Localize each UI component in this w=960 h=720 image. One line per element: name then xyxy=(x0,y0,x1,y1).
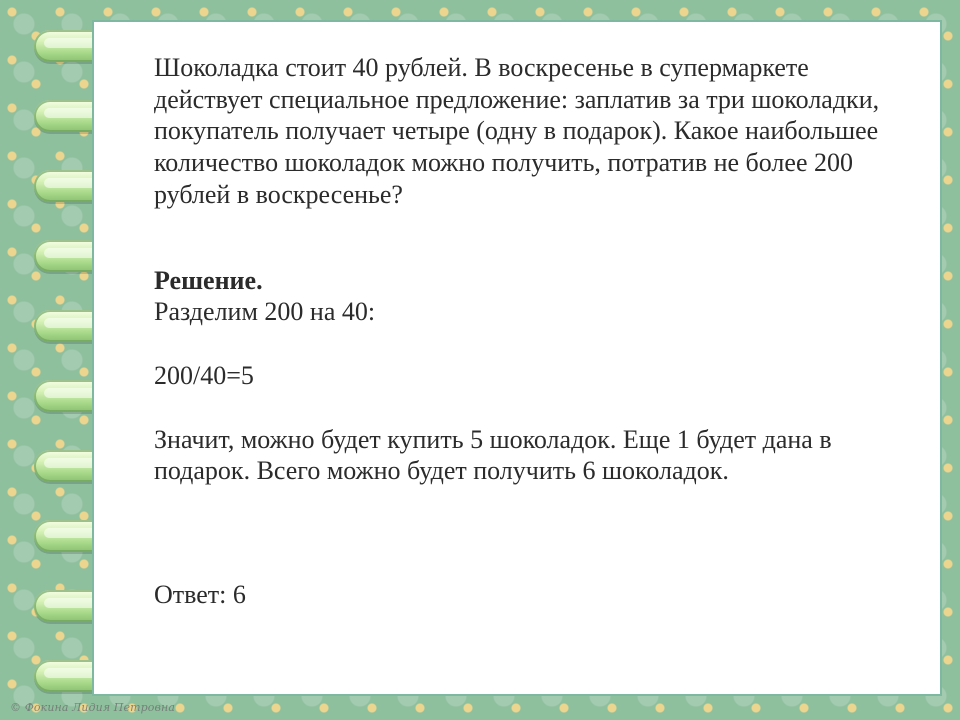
spacer xyxy=(154,392,914,424)
solution-title: Решение. xyxy=(154,265,263,295)
slide-content xyxy=(154,52,914,611)
solution-step-1: Разделим 200 на 40: xyxy=(154,297,376,327)
spacer xyxy=(154,328,914,360)
answer: Ответ: 6 xyxy=(154,580,246,610)
slide-page xyxy=(92,20,942,696)
problem-text: Шоколадка стоит 40 рублей. В воскресенье в супермаркете действует специальное предложение: заплатив за три шоколадки, покупатель получает четыре (одну в подарок). Какое наибольшее количество шоколадок можно получить, потратив не более 200 рублей в воскресенье? xyxy=(154,53,880,209)
solution-step-2: Значит, можно будет купить 5 шоколадок. Еще 1 будет дана в подарок. Всего можно будет получить 6 шоколадок. xyxy=(154,424,832,486)
watermark-text: © Фокина Лидия Петровна xyxy=(10,701,176,714)
spacer xyxy=(154,487,914,579)
solution-calculation: 200/40=5 xyxy=(154,361,254,391)
